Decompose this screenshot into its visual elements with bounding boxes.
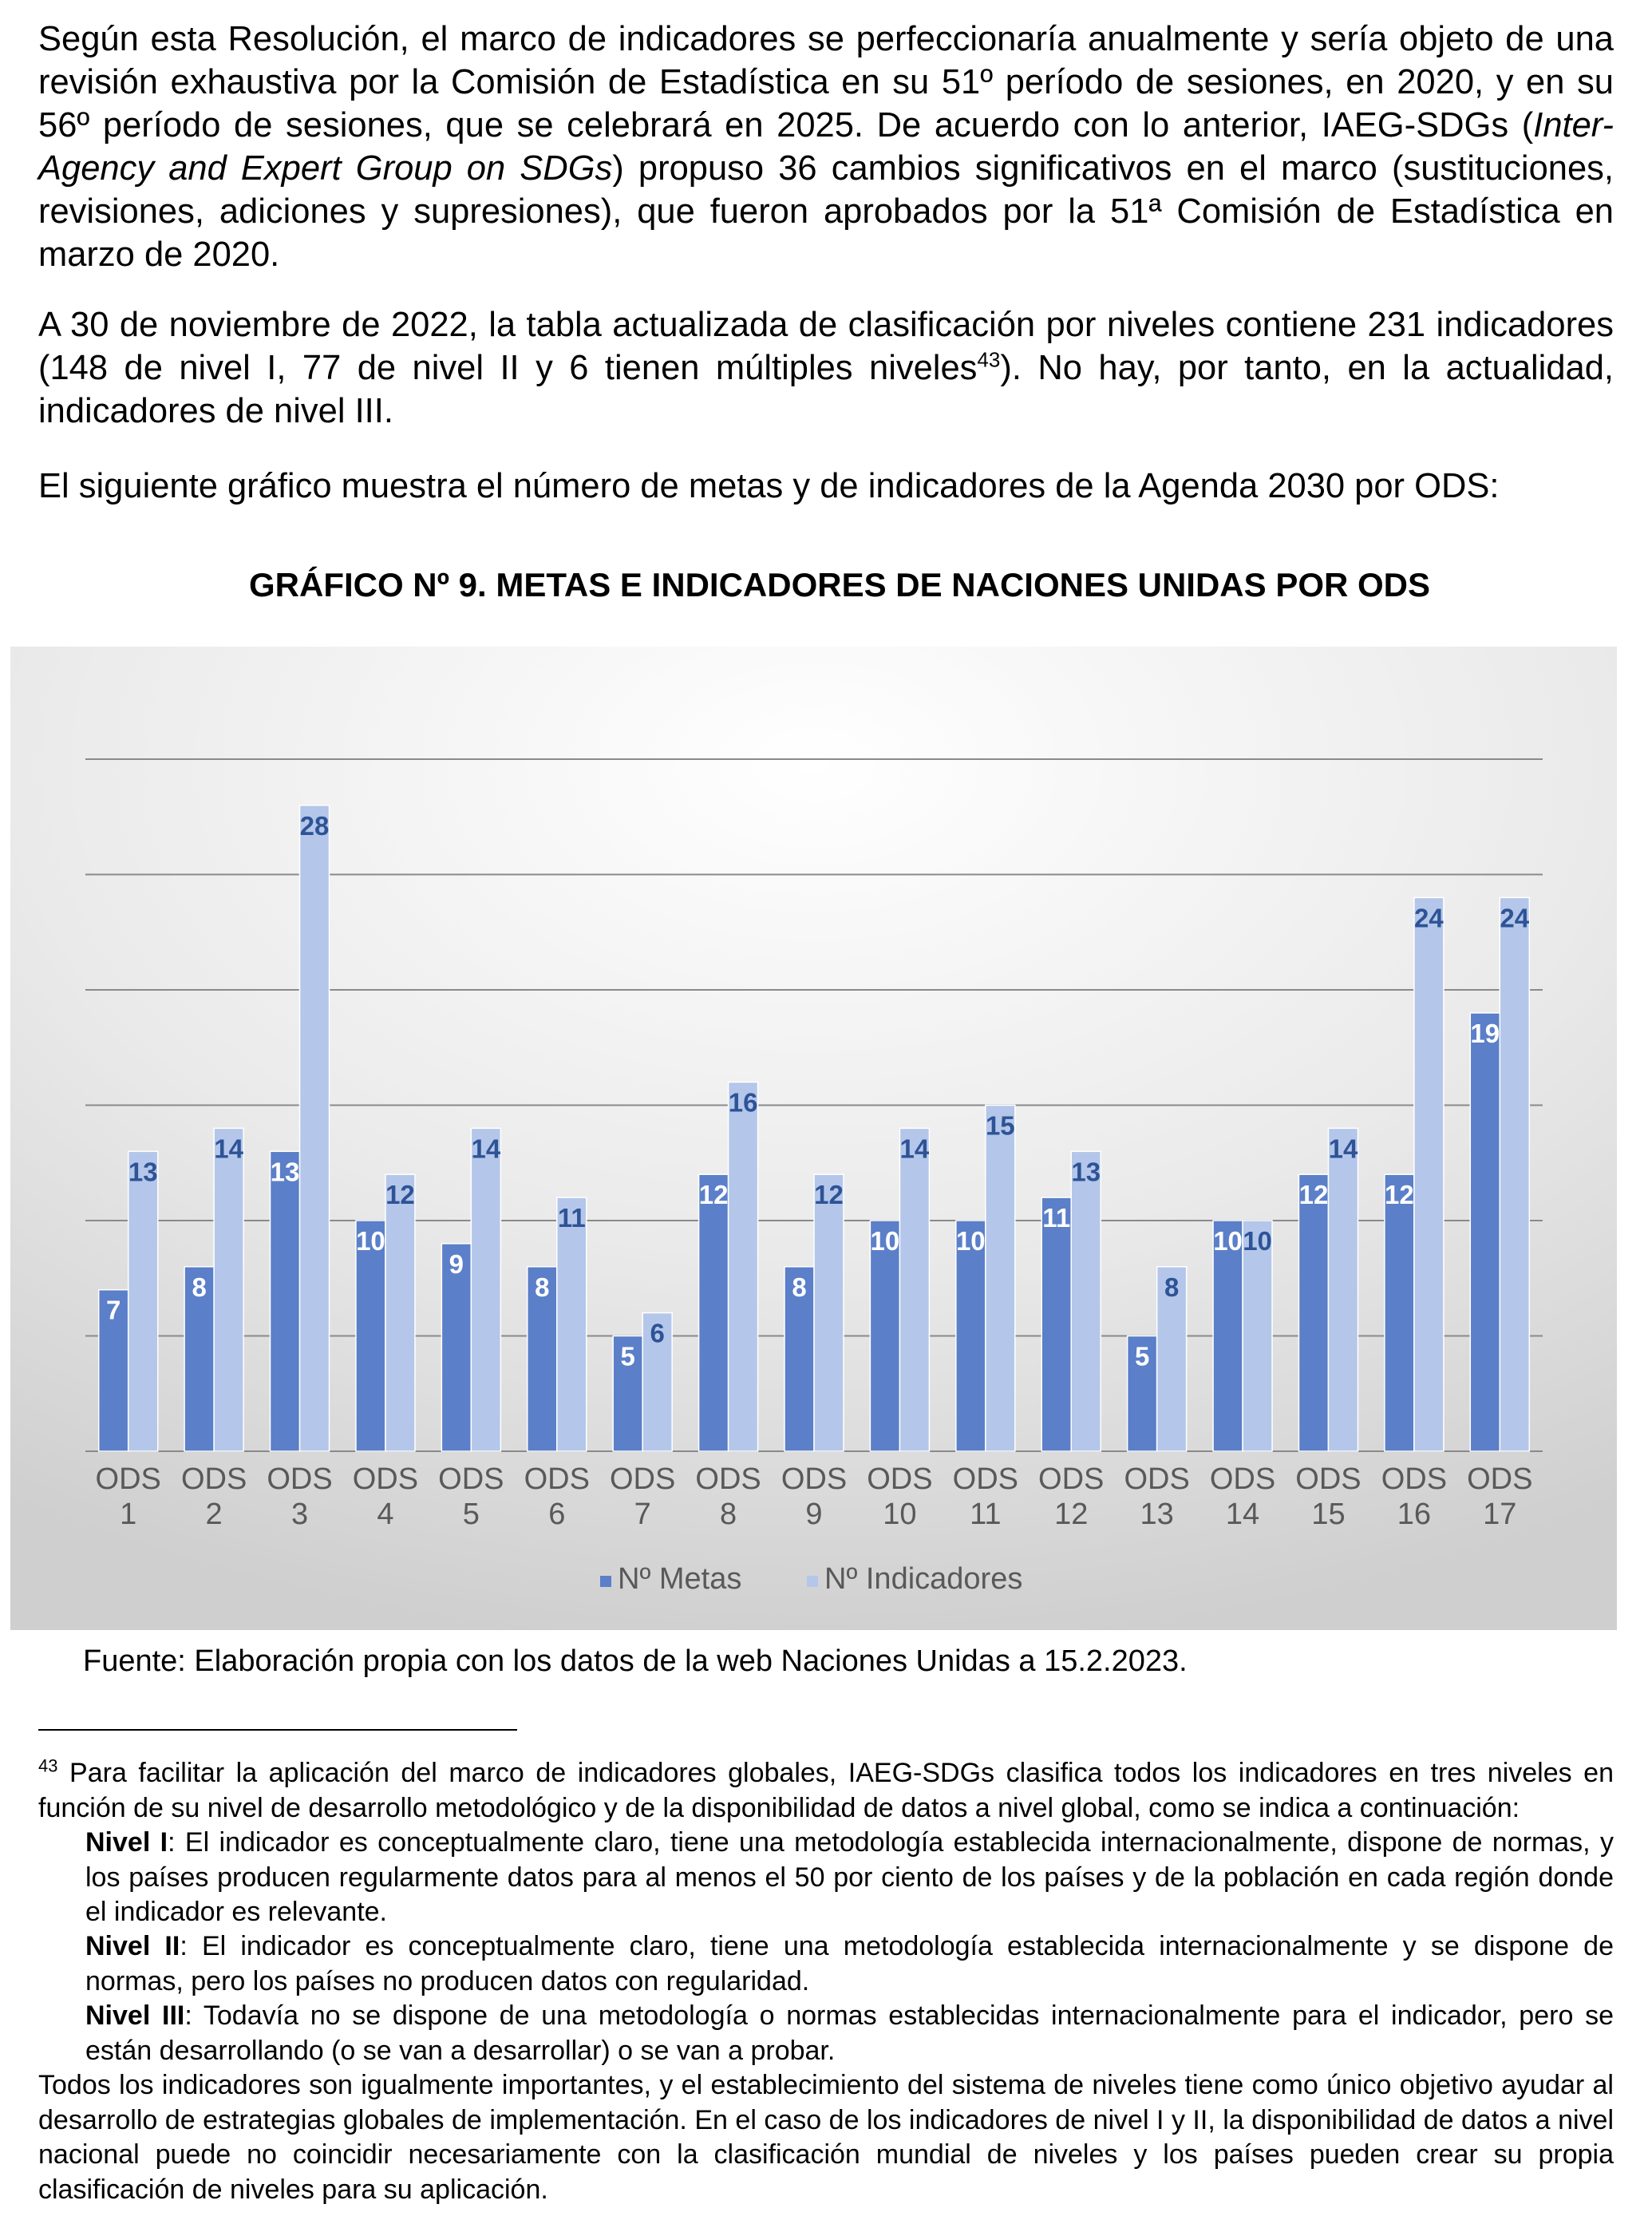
x-tick-number: 5 [462, 1498, 480, 1531]
legend-swatch-metas [600, 1576, 611, 1587]
footnote-level-3: Nivel III: Todavía no se dispone de una metodología o normas establecidas internacionalmente para el indicador, pero se están desarrollando (o se van a desarrollar) o se van a probar. [85, 2000, 1614, 2066]
data-label: 10 [1243, 1226, 1272, 1256]
data-label: 10 [356, 1226, 385, 1256]
bar-indicadores [899, 1128, 929, 1451]
x-tick-number: 15 [1311, 1498, 1346, 1531]
data-label: 8 [192, 1272, 207, 1302]
data-label: 11 [557, 1203, 586, 1233]
bar-indicadores [471, 1128, 500, 1451]
data-label: 10 [1213, 1226, 1243, 1256]
bar-indicadores [1500, 897, 1529, 1451]
bar-chart [10, 647, 1617, 1630]
footnote-intro: $^{43}$ Para facilitar la aplicación del marco de indicadores globales, IAEG-SDGs clasifica todos los indicadores en tres niveles en función de su nivel de desarrollo metodológico y de la disponibilidad de datos a nivel global, como se indica a continuación: [38, 1755, 1614, 1823]
data-label: 13 [1071, 1157, 1101, 1187]
x-tick-label: ODS [781, 1462, 848, 1496]
x-tick-number: 3 [290, 1498, 309, 1531]
footnote-separator [38, 1729, 517, 1731]
data-label: 13 [270, 1157, 300, 1187]
bar-indicadores [814, 1174, 844, 1451]
x-tick-label: ODS [180, 1462, 247, 1496]
x-tick-label: ODS [1038, 1462, 1105, 1496]
data-label: 24 [1414, 903, 1444, 933]
data-label: 14 [899, 1134, 930, 1164]
bar-metas [699, 1174, 729, 1451]
bar-metas [1298, 1174, 1328, 1451]
data-label: 14 [214, 1134, 243, 1164]
x-tick-number: 4 [377, 1498, 394, 1531]
data-label: 8 [535, 1272, 550, 1302]
chart-heading: GRÁFICO Nº 9. METAS E INDICADORES DE NACIONES UNIDAS POR ODS [248, 566, 1431, 603]
x-tick-number: 2 [205, 1498, 223, 1531]
x-tick-label: ODS [438, 1462, 504, 1496]
data-label: 14 [1328, 1134, 1358, 1164]
bar-metas [1470, 1013, 1500, 1451]
bar-indicadores [1071, 1151, 1101, 1451]
footnote-level-1: Nivel I: El indicador es conceptualmente claro, tiene una metodología establecida internacionalmente, dispone de normas, y los países producen regularmente datos para al menos el 50 por ciento de los países y de la población en cada región donde el indicador es relevante. [85, 1827, 1614, 1927]
data-label: 10 [955, 1226, 986, 1256]
bar-indicadores [1414, 897, 1444, 1451]
iaeg-name: Inter-Agency and Expert Group on SDGs [38, 106, 1614, 188]
data-label: 12 [1298, 1180, 1329, 1210]
data-label: 8 [792, 1272, 807, 1302]
chart-source: Fuente: Elaboración propia con los datos de la web Naciones Unidas a 15.2.2023. [83, 1644, 1188, 1678]
legend-label: Nº Indicadores [824, 1562, 1023, 1596]
paragraph-tier-classification: A 30 de noviembre de 2022, la tabla actualizada de clasificación por niveles contiene 231 indicadores (148 de nivel I, 77 de nivel II y 6 tienen múltiples niveles$^{43}$). No hay, por tanto, en la actualidad, indicadores de nivel III. [38, 306, 1614, 430]
x-tick-number: 7 [634, 1498, 651, 1531]
bar-indicadores [557, 1197, 587, 1451]
bar-metas [1385, 1174, 1414, 1451]
data-label: 15 [985, 1110, 1015, 1141]
x-tick-number: 10 [883, 1498, 917, 1531]
x-tick-label: ODS [95, 1462, 161, 1496]
bar-metas [1041, 1197, 1071, 1451]
data-label: 28 [299, 810, 330, 841]
data-label: 5 [620, 1341, 635, 1371]
bar-indicadores [128, 1151, 158, 1451]
legend-swatch-indicadores [807, 1576, 818, 1587]
x-tick-label: ODS [952, 1462, 1019, 1496]
bar-indicadores [300, 805, 330, 1451]
x-tick-number: 8 [720, 1498, 737, 1531]
x-tick-label: ODS [1467, 1462, 1533, 1496]
x-tick-number: 11 [970, 1498, 1002, 1531]
x-tick-label: ODS [867, 1462, 933, 1496]
legend-label: Nº Metas [618, 1562, 742, 1596]
paragraph-chart-intro: El siguiente gráfico muestra el número de metas y de indicadores de la Agenda 2030 por ODS: [38, 467, 1500, 505]
bar-metas [271, 1151, 300, 1451]
data-label: 12 [698, 1180, 729, 1210]
data-label: 8 [1164, 1272, 1180, 1302]
data-label: 7 [106, 1295, 121, 1325]
x-tick-number: 13 [1140, 1498, 1174, 1531]
x-tick-label: ODS [1295, 1462, 1362, 1496]
data-label: 14 [471, 1134, 501, 1164]
bar-indicadores [986, 1106, 1015, 1452]
footnote-number: 43 [38, 1755, 58, 1776]
bar-indicadores [729, 1082, 758, 1451]
x-tick-label: ODS [1381, 1462, 1448, 1496]
bar-indicadores [214, 1128, 243, 1451]
paragraph-resolution: Según esta Resolución, el marco de indicadores se perfeccionaría anualmente y sería objeto de una revisión exhaustiva por la Comisión de Estadística en su 51º período de sesiones, en 2020, y en su 56º período de sesiones, que se celebrará en 2025. De acuerdo con lo anterior, IAEG-SDGs (Inter-Agency and Expert Group on SDGs) propuso 36 cambios significativos en el marco (sustituciones, revisiones, adiciones y supresiones), que fueron aprobados por la 51ª Comisión de Estadística en marzo de 2020. [38, 20, 1614, 274]
data-label: 10 [870, 1226, 900, 1256]
data-label: 13 [128, 1157, 158, 1187]
x-tick-number: 17 [1483, 1498, 1517, 1531]
data-label: 19 [1470, 1018, 1500, 1048]
data-label: 9 [449, 1248, 464, 1279]
x-tick-number: 6 [548, 1498, 566, 1531]
x-tick-label: ODS [609, 1462, 676, 1496]
footnote-closing: Todos los indicadores son igualmente importantes, y el establecimiento del sistema de niveles tiene como único objetivo ayudar al desarrollo de estrategias globales de implementación. En el caso de los indicadores de nivel I y II, la disponibilidad de datos a nivel nacional puede no coincidir necesariamente con la clasificación mundial de niveles y los países pueden crear su propia clasificación de niveles para su aplicación. [38, 2070, 1614, 2205]
x-tick-number: 1 [120, 1498, 137, 1531]
data-label: 12 [814, 1180, 844, 1210]
data-label: 12 [385, 1180, 415, 1210]
x-tick-label: ODS [1124, 1462, 1190, 1496]
x-tick-number: 16 [1397, 1498, 1432, 1531]
bar-indicadores [1328, 1128, 1358, 1451]
data-label: 5 [1134, 1341, 1150, 1371]
data-label: 11 [1042, 1203, 1071, 1233]
x-tick-number: 14 [1225, 1498, 1260, 1531]
x-tick-number: 9 [805, 1498, 823, 1531]
data-label: 6 [650, 1318, 665, 1348]
data-label: 12 [1385, 1180, 1414, 1210]
footnote-ref[interactable]: 43 [977, 347, 1001, 372]
footnote-level-2: Nivel II: El indicador es conceptualmente claro, tiene una metodología establecida internacionalmente y se dispone de normas, pero los países no producen datos con regularidad. [85, 1931, 1614, 1996]
data-label: 16 [728, 1087, 758, 1118]
x-tick-label: ODS [267, 1462, 333, 1496]
x-tick-label: ODS [352, 1462, 419, 1496]
x-tick-label: ODS [524, 1462, 590, 1496]
x-tick-label: ODS [1209, 1462, 1276, 1496]
x-tick-label: ODS [695, 1462, 761, 1496]
data-label: 24 [1500, 903, 1530, 933]
x-tick-number: 12 [1054, 1498, 1089, 1531]
bar-indicadores [385, 1174, 415, 1451]
